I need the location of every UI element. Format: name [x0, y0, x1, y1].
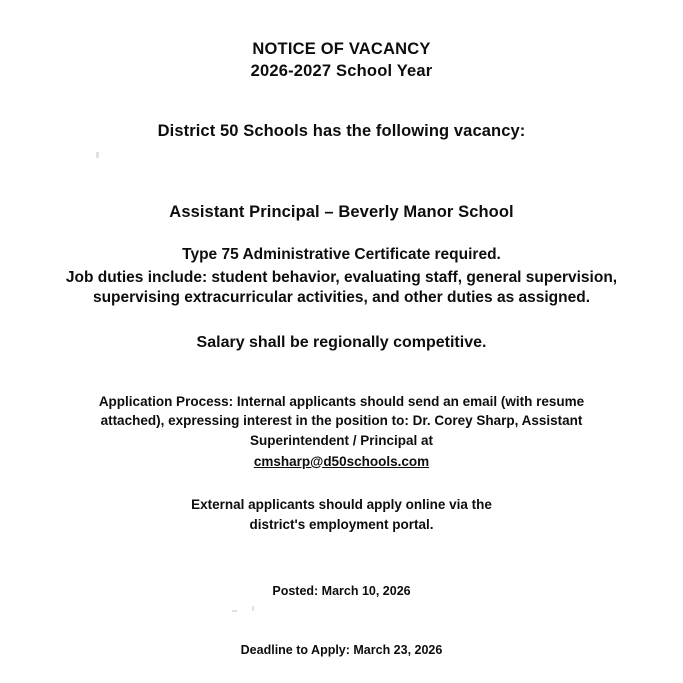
external-applicants-note — [22, 495, 661, 534]
contact-email-link[interactable]: cmsharp@d50schools.com — [253, 453, 430, 469]
scan-speck — [252, 606, 254, 611]
salary-statement: Salary shall be regionally competitive. — [196, 333, 487, 351]
external-applicants-line-2: district's employment portal. — [249, 516, 434, 532]
application-process-line-1: Application Process: Internal applicants should send an email (with resume — [98, 393, 585, 409]
job-duties — [22, 268, 661, 308]
document-title-block — [22, 38, 661, 83]
vacancy-intro: District 50 Schools has the following vacancy: — [157, 121, 526, 140]
job-duties-line-2: supervising extracurricular activities, and other duties as assigned. — [92, 288, 591, 306]
page-title: NOTICE OF VACANCY — [252, 40, 431, 58]
application-process-line-3: Superintendent / Principal at — [249, 432, 434, 448]
page-subtitle: 2026-2027 School Year — [250, 62, 433, 81]
posted-date: Posted: March 10, 2026 — [272, 584, 411, 599]
scan-speck — [96, 152, 99, 158]
application-process-line-2: attached), expressing interest in the position to: Dr. Corey Sharp, Assistant — [100, 413, 583, 429]
job-duties-line-1: Job duties include: student behavior, evaluating staff, general supervision, — [65, 268, 618, 286]
application-process — [22, 392, 661, 471]
certificate-requirement: Type 75 Administrative Certificate required. — [182, 245, 501, 263]
deadline-date: Deadline to Apply: March 23, 2026 — [240, 643, 443, 658]
scan-speck — [232, 610, 237, 612]
position-title: Assistant Principal – Beverly Manor School — [169, 202, 514, 221]
external-applicants-line-1: External applicants should apply online via the — [191, 497, 492, 513]
